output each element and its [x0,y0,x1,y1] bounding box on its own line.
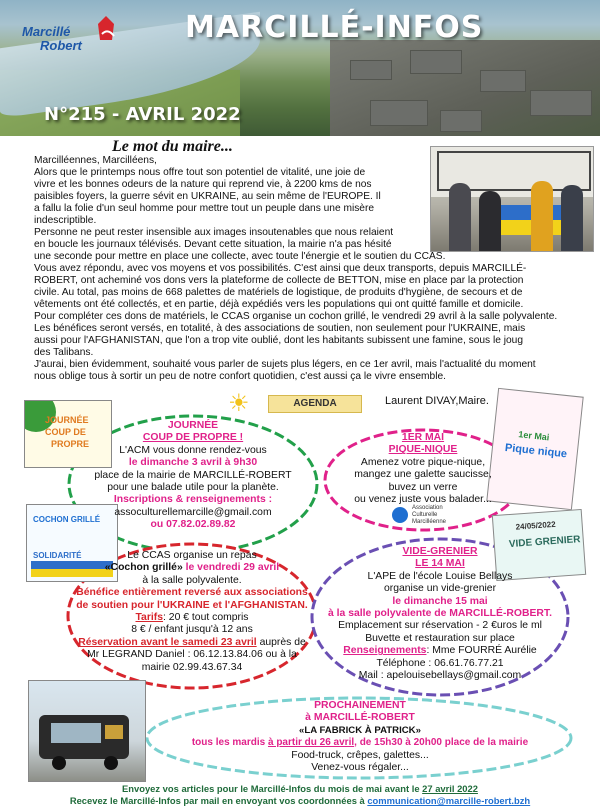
thumb-text: 1er Mai [517,429,550,443]
page-title: MARCILLÉ-INFOS [185,10,484,45]
event-text: de soutien pour l'UKRAINE et l'AFGHANISTAN. [76,599,308,611]
mayor-text-line: en boucle les journaux télévisés. Devant cette situation, la mairie n'a pas hésité [34,239,392,250]
event-text: organise un vide-grenier [383,583,497,595]
event-vide-grenier [318,546,562,682]
mayor-text-line: vêtements ont été collectés, et en partie, déjà expédiés vers les populations qui ont quitté famille et domicile. [34,299,524,310]
mayor-photo [430,146,594,252]
thumb-text: SOLIDARITÉ [33,551,82,560]
agenda-label: AGENDA [268,395,362,413]
event-text: Bénéfice entièrement reversé aux associations [76,587,308,599]
mayor-text-line: civile. Au total, pas moins de 668 palettes de matériels de logistique, de produits d'hygiène, de secours et de [34,287,523,298]
event-text: L'ACM vous donne rendez-vous [119,444,267,456]
event-text: Buvette et restauration sur place [365,632,515,644]
mayor-text-line: nous oblige tous à sortir un peu de notre confort quotidien, c'est aussi ça le vivre ensemble. [34,371,446,382]
event-text: Food-truck, crêpes, galettes... [291,749,429,761]
event-info-heading: Renseignements [343,645,427,657]
mayor-text-line: Les bénéfices seront versés, en totalité, à des associations de soutien, non seulement pour l'UKRAINE, mais [34,323,526,334]
event-schedule: tous les mardis [191,737,266,749]
event-text: buvez un verre [388,481,458,493]
event-title: PIQUE-NIQUE [388,444,458,456]
mayor-text-line: vivre et les bonnes odeurs de la nature qui reprend vie, à 2200 kms de nos [34,179,372,190]
event-place: à la salle polyvalente de MARCILLÉ-ROBERT. [327,608,553,620]
thumb-text: COUP DE [45,427,86,437]
event-deadline: Réservation avant le samedi 23 avril [78,636,257,648]
mayor-text-line: a fallu la folie d'un seul homme pour mettre tout un peuple dans une misère [34,203,375,214]
food-truck-icon [35,705,139,775]
event-start-date: à partir du 26 avril [267,737,355,749]
thumb-text: PROPRE [51,439,90,449]
acm-badge-icon [392,507,408,523]
mayor-text-line: Marcilléennes, Marcilléens, [34,155,157,166]
event-title: PROCHAINEMENT [314,700,406,711]
event-text: pour une balade utile pour la planète. [107,482,279,494]
event-date: le vendredi 29 avril [185,562,280,574]
mayor-text-line: Personne ne peut rester insensible aux images insoutenables que nous relaient [34,227,394,238]
mayor-heading: Le mot du maire... [112,138,233,155]
thumb-text: JOURNÉE [45,415,89,425]
event-title: à MARCILLÉ-ROBERT [305,712,415,724]
acm-badge-text: Association Culturelle Marcilléenne [412,505,447,525]
mayor-text-line: Vous avez répondu, avec vos moyens et vos possibilités. C'est ainsi que deux transports, depuis MARCILLÉ- [34,263,527,274]
mayor-text-line: paisibles foyers, la guerre sévit en UKRAINE, au sein même de l'EUROPE. Il [34,191,381,202]
mayor-text-line: Pour compléter ces dons de matériels, le CCAS organise un cochon grillé, le vendredi 29 avril à la salle polyvalente. [34,311,558,322]
event-phone: Téléphone : 06.61.76.77.21 [376,657,504,669]
mayor-text-line: Alors que le printemps nous offre tout son potentiel de vitalité, une joie de [34,167,366,178]
mayor-text-line: des Talibans. [34,347,94,358]
sun-icon: ☀ [228,390,250,417]
event-title: LE 14 MAI [415,558,465,570]
logo-text-line1: Marcillé [22,24,71,39]
mayor-text-line: ROBERT, ont acheminé vos dons vers la plateforme de collecte de BETTON, mise en place par la protection [34,275,524,286]
event-text: Emplacement sur réservation - 2 €uros le ml [338,620,542,632]
event-text: L'APE de l'école Louise Bellays [367,570,513,582]
event-phone: ou 07.82.02.89.82 [150,519,236,531]
thumb-text: COCHON GRILLÉ [33,515,101,524]
event-title: JOURNÉE [167,420,219,431]
event-info-heading: Inscriptions & renseignements : [113,494,273,506]
event-pique-nique [336,432,510,506]
event-name: «LA FABRICK À PATRICK» [299,724,421,736]
mayor-signature: Laurent DIVAY,Maire. [385,395,489,407]
event-price: : 20 € tout compris [163,612,249,624]
event-text: auprès de [259,636,306,648]
event-text: 8 € / enfant jusqu'à 12 ans [131,624,253,636]
footer-line2: Recevez le Marcillé-Infos par mail en envoyant vos coordonnées à communication@marcille-robert.bzh [69,795,531,806]
event-date: le dimanche 15 mai [392,595,488,607]
event-text: à la salle polyvalente. [142,574,242,586]
logo-text-line2: Robert [40,38,82,53]
banner-town [330,40,600,136]
mayor-text-line: indescriptible. [34,215,97,226]
event-text: : Mme FOURRÉ Aurélie [426,645,537,657]
event-date: le dimanche 3 avril à 9h30 [128,457,258,469]
thumb-text: Pique nique [504,441,568,461]
event-coup-de-propre [80,420,306,532]
event-price-label: Tarifs [135,612,164,624]
event-email: assoculturellemarcille@gmail.com [114,506,272,518]
event-fabrick [150,700,570,774]
event-text: Le CCAS organise un repas [127,550,257,561]
thumb-food-truck [28,680,146,782]
event-title: «Cochon grillé» [104,562,183,574]
event-text: Amenez votre pique-nique, [360,456,486,468]
footer-email-link[interactable]: communication@marcille-robert.bzh [367,795,531,806]
event-text: Venez-vous régaler... [311,762,409,774]
mayor-text-line: aussi pour l'AFGHANISTAN, que l'on a trop vite oublié, dont les habitants subissent une famine, sous le joug [34,335,524,346]
event-text: mairie 02.99.43.67.34 [141,661,243,673]
event-cochon-grille [60,550,324,674]
thumb-text: 24/05/2022 [515,519,556,532]
event-email: Mail : apelouisebellays@gmail.com [358,670,522,682]
issue-number: N°215 - AVRIL 2022 [44,104,241,125]
event-schedule: , de 15h30 à 20h00 place de la mairie [354,737,529,749]
event-text: mangez une galette saucisse, [354,469,492,481]
mayor-text-line: une seconde pour mettre en place une collecte, avec toute l'énergie et le soutien du CCAS. [34,251,446,262]
event-title: COUP DE PROPRE ! [142,432,244,444]
event-title: 1ER MAI [401,432,445,443]
event-title: VIDE-GRENIER [402,546,478,557]
event-text: place de la mairie de MARCILLÉ-ROBERT [94,469,292,481]
mayor-text-line: J'aurai, bien évidemment, souhaité vous parler de sujets plus légers, en ce 1er avril, mais l'actualité du moment [34,359,536,370]
event-text: ou venez juste vous balader... [354,494,492,506]
event-text: Mr LEGRAND Daniel : 06.12.13.84.06 ou à la [87,649,297,661]
footer-line1: Envoyez vos articles pour le Marcillé-Infos du mois de mai avant le 27 avril 2022 [122,783,478,794]
thumb-text: VIDE GRENIER [508,534,581,551]
